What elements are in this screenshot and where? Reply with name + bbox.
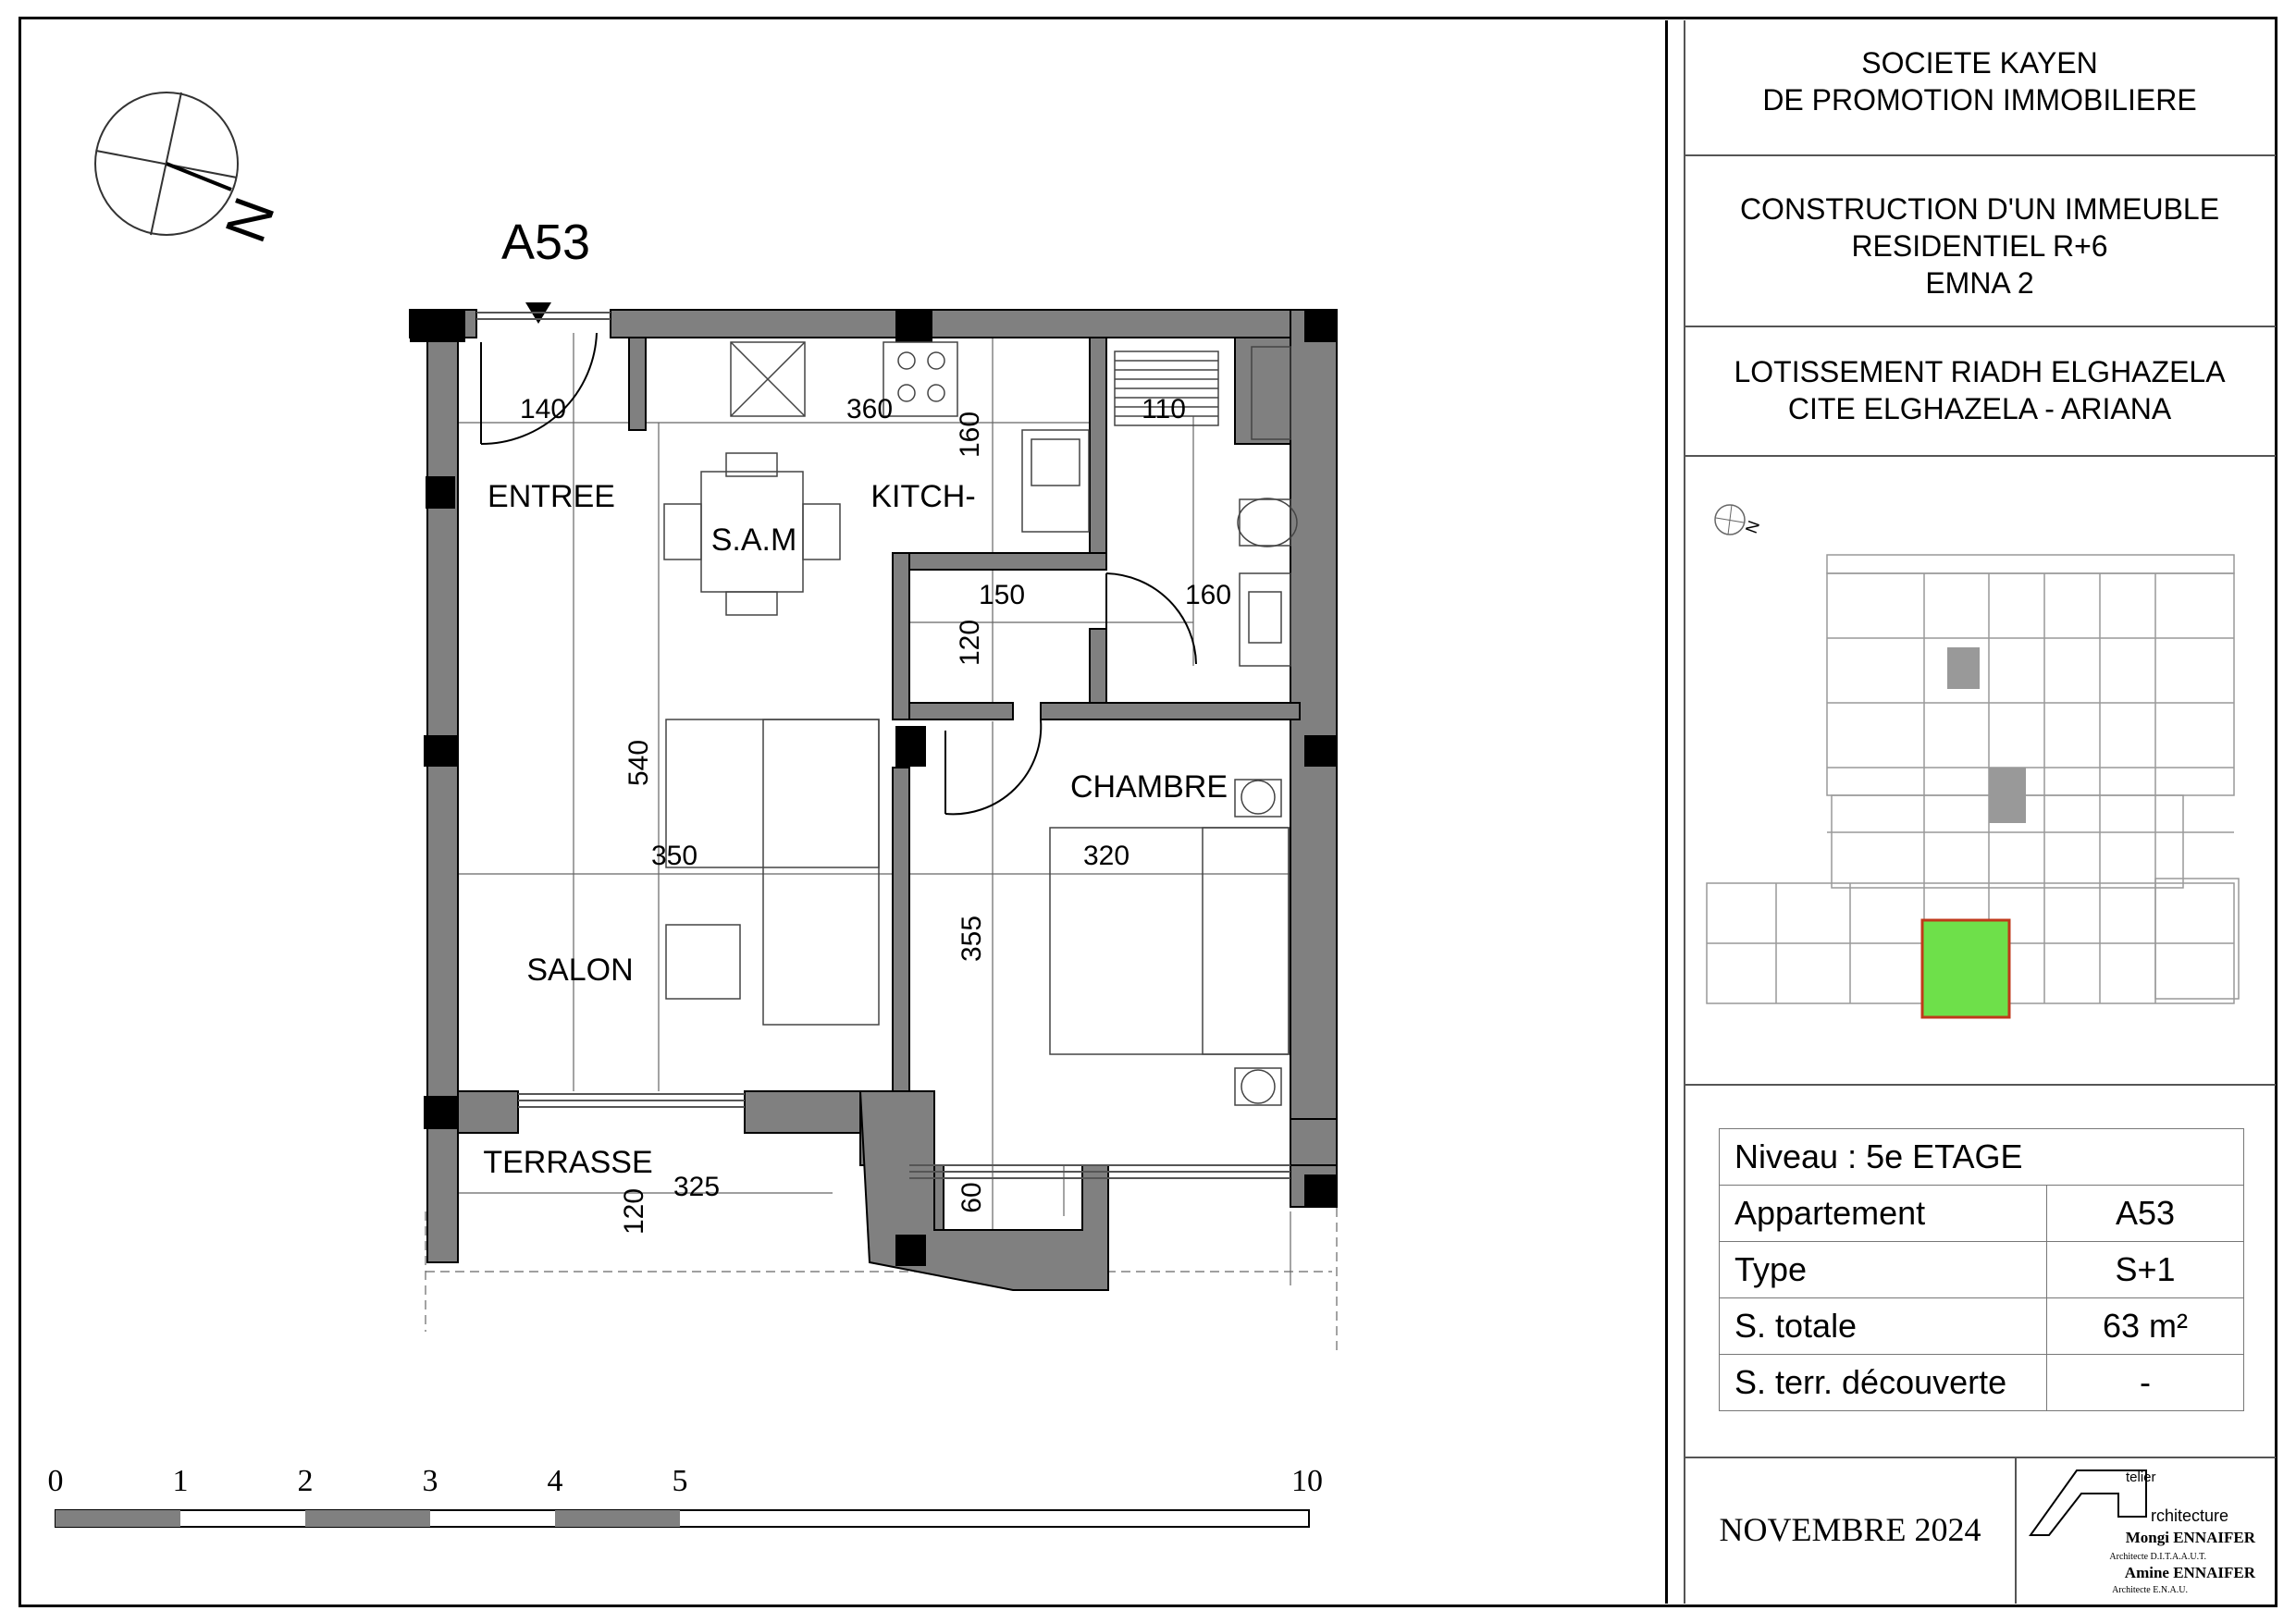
- dim-325: 325: [673, 1172, 721, 1202]
- room-labels: [483, 479, 1228, 1180]
- dim-120-terr: 120: [619, 1187, 649, 1236]
- scale-label: 1: [172, 1464, 189, 1498]
- dim-350: 350: [650, 841, 698, 871]
- scale-bar: [48, 1464, 1324, 1527]
- logo-word-2: rchitecture: [2151, 1506, 2229, 1525]
- dim-60: 60: [957, 1182, 987, 1213]
- dim-140: 140: [519, 394, 567, 424]
- row-label: Type: [1720, 1242, 2047, 1298]
- row-value: 63 m²: [2047, 1298, 2244, 1355]
- architect-1-name: Mongi ENNAIFER: [2125, 1529, 2255, 1546]
- room-terrasse: TERRASSE: [483, 1145, 653, 1180]
- architect-2-name: Amine ENNAIFER: [2124, 1564, 2255, 1581]
- dim-540: 540: [623, 739, 654, 787]
- keyplan-north-label: N: [1741, 518, 1764, 536]
- north-label: N: [213, 190, 288, 251]
- scale-label: 3: [422, 1464, 438, 1498]
- dim-360: 360: [846, 394, 894, 424]
- north-arrow-icon: [95, 92, 288, 251]
- row-value: -: [2047, 1355, 2244, 1411]
- project-line-3: EMNA 2: [1925, 266, 2034, 300]
- room-sam: S.A.M: [710, 523, 797, 558]
- scale-label: 2: [297, 1464, 314, 1498]
- row-label: Appartement: [1720, 1186, 2047, 1242]
- scale-label: 10: [1291, 1464, 1323, 1498]
- location-line-2: CITE ELGHAZELA - ARIANA: [1787, 392, 2172, 425]
- row-label: S. terr. découverte: [1720, 1355, 2047, 1411]
- row-value: A53: [2047, 1186, 2244, 1242]
- logo-word-1: telier: [2126, 1469, 2156, 1485]
- project-line-1: CONSTRUCTION D'UN IMMEUBLE: [1739, 192, 2220, 226]
- location-line-1: LOTISSEMENT RIADH ELGHAZELA: [1734, 355, 2226, 388]
- scale-label: 4: [547, 1464, 563, 1498]
- room-salon: SALON: [526, 953, 634, 988]
- project-line-2: RESIDENTIEL R+6: [1851, 229, 2108, 263]
- scale-label: 0: [47, 1464, 64, 1498]
- dim-320: 320: [1082, 841, 1130, 871]
- dim-160-kitchen: 160: [955, 411, 985, 459]
- drawing-date: NOVEMBRE 2024: [1719, 1511, 1981, 1548]
- architect-2-title: Architecte E.N.A.U.: [2112, 1585, 2188, 1595]
- dim-355: 355: [957, 915, 987, 963]
- scale-label: 5: [672, 1464, 688, 1498]
- company-line-1: SOCIETE KAYEN: [1861, 46, 2098, 80]
- row-label: S. totale: [1720, 1298, 2047, 1355]
- company-line-2: DE PROMOTION IMMOBILIERE: [1762, 83, 2197, 117]
- row-value: S+1: [2047, 1242, 2244, 1298]
- key-plan: [1707, 505, 2239, 1017]
- room-chambre: CHAMBRE: [1069, 769, 1228, 805]
- room-kitchen: KITCH-: [870, 479, 976, 514]
- architect-1-title: Architecte D.I.T.A.A.U.T.: [2109, 1552, 2206, 1562]
- dim-160-bath: 160: [1184, 580, 1232, 610]
- niveau-cell: Niveau : 5e ETAGE: [1720, 1129, 2244, 1186]
- dim-150: 150: [978, 580, 1026, 610]
- room-entree: ENTREE: [488, 479, 615, 514]
- windows: [476, 313, 1290, 1178]
- dim-120-hall: 120: [955, 619, 985, 667]
- architect-logo: [2031, 1469, 2256, 1595]
- keyplan-unit-highlight: [1922, 920, 2009, 1017]
- dim-110: 110: [1142, 394, 1186, 424]
- unit-label: A53: [500, 215, 591, 270]
